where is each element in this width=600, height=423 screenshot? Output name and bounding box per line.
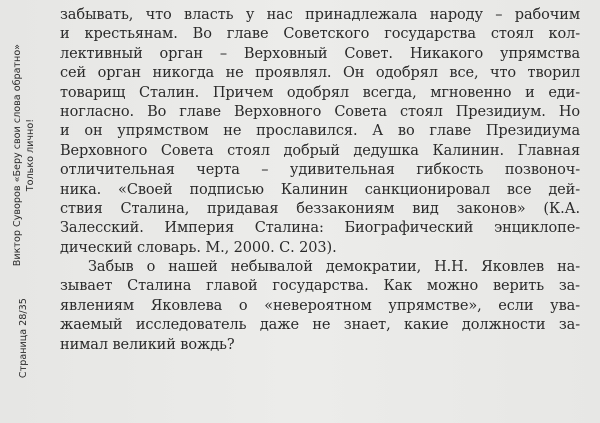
- page-sidebar: [2, 0, 46, 423]
- personal-use-notice: Только лично!: [25, 118, 36, 192]
- text-line: ногласно. Во главе Верховного Совета стоял Президиум. Но: [60, 103, 580, 120]
- text-line: сей орган никогда не проявлял. Он одобрял все, что творил: [60, 65, 580, 82]
- text-line: ствия Сталина, придавая беззакониям вид законов» (К.А.: [60, 200, 580, 217]
- text-line: лективный орган – Верховный Совет. Никакого упрямства: [60, 45, 580, 62]
- text-line: явлениям Яковлева о «невероятном упрямстве», если ува-: [60, 297, 580, 314]
- text-line: Залесский. Империя Сталина: Биографический энциклопе-: [60, 220, 580, 237]
- text-line: Забыв о нашей небывалой демократии, Н.Н. Яковлев на-: [88, 259, 580, 276]
- book-title: Виктор Суворов «Беру свои слова обратно»: [12, 43, 23, 267]
- text-line: забывать, что власть у нас принадлежала народу – рабочим: [60, 7, 580, 23]
- text-line: жаемый исследователь даже не знает, какие должности за-: [60, 317, 580, 334]
- text-line: зывает Сталина главой государства. Как можно верить за-: [60, 278, 580, 295]
- text-line: нимал великий вождь?: [60, 336, 235, 353]
- sidebar-rotated-text: [11, 44, 37, 378]
- page-counter: Страница 28/35: [18, 298, 29, 379]
- body-text: [60, 6, 580, 355]
- text-line: и крестьянам. Во главе Советского государства стоял кол-: [60, 26, 580, 43]
- book-title-block: [11, 44, 37, 266]
- text-line: Верховного Совета стоял добрый дедушка Калинин. Главная: [60, 142, 580, 159]
- text-line: ника. «Своей подписью Калинин санкционировал все дей-: [60, 181, 580, 198]
- text-line: товарищ Сталин. Причем одобрял всегда, мгновенно и еди-: [60, 84, 580, 101]
- text-line: отличительная черта – удивительная гибкость позвоноч-: [60, 162, 580, 179]
- text-line: дический словарь. М., 2000. С. 203).: [60, 239, 337, 256]
- text-line: и он упрямством не прославился. А во главе Президиума: [60, 123, 580, 140]
